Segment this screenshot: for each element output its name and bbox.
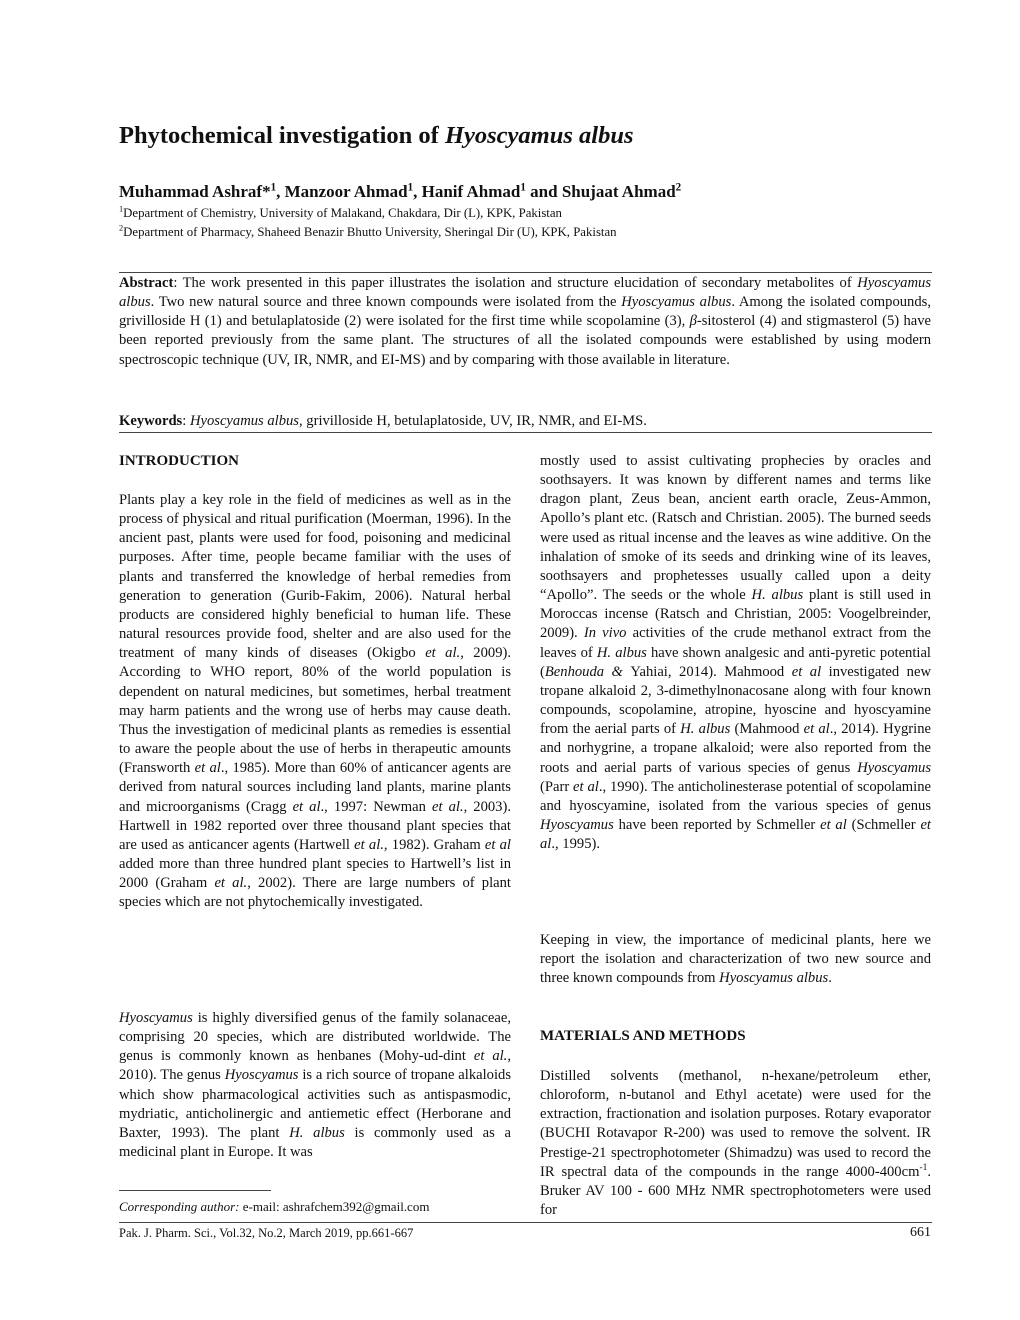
text-segment: : [182, 413, 190, 429]
text-segment: , 1982). Graham [383, 836, 485, 853]
text-segment: -sitosterol (4) and stigmasterol (5) have been reported previously from the same plant. The structures of all the isolated compounds were established by using modern spectroscopic technique (UV, IR, NMR, and EI-MS) and by comparing with those available in literature. [119, 313, 931, 368]
text-segment: H. albus [751, 587, 804, 604]
text-segment: (Schmeller [846, 816, 921, 833]
text-segment: H. albus [680, 721, 731, 738]
text-segment: ., 1995). [551, 836, 601, 853]
text-segment: Hyoscyamus albus [621, 294, 732, 311]
author-separator: , [413, 182, 422, 201]
text-segment: et al [292, 798, 321, 815]
text-segment: et al. [354, 836, 384, 853]
aff-text: Department of Pharmacy, Shaheed Benazir Bhutto University, Sheringal Dir (U), KPK, Pakistan [123, 225, 617, 239]
text-segment: -1 [919, 1162, 928, 1173]
text-segment: et al [820, 816, 847, 833]
intro-paragraph-2 [119, 1009, 511, 1162]
text-segment: Hyoscyamus albus [119, 275, 931, 311]
aff-sup: 2 [119, 223, 124, 233]
footnote-label: Corresponding author: [119, 1199, 240, 1214]
text-segment: added more than three hundred plant species to Hartwell’s list in 2000 (Graham [119, 855, 511, 892]
text-segment: plant is still used in Moroccas incense (Ratsch and Christian, 2005: Voogelbreinder, 2009). [540, 587, 932, 642]
author-separator: and [525, 182, 562, 201]
text-segment: have been reported by Schmeller [613, 816, 821, 833]
text-segment: . Two new natural source and three known compounds were isolated from the [150, 294, 622, 311]
text-segment: et al. [214, 875, 248, 892]
paper-title [119, 122, 633, 150]
text-segment: , grivilloside H, betulaplatoside, UV, IR, NMR, and EI-MS. [299, 413, 647, 429]
text-segment: . [828, 970, 832, 987]
text-segment: . Among the isolated compounds, grivilloside H (1) and betulaplatoside (2) were isolated for the first time while scopolamine (3), [119, 294, 931, 330]
footer-rule [119, 1222, 932, 1223]
text-segment: is commonly used as a medicinal plant in Europe. It was [119, 1124, 512, 1161]
text-segment: ., 1985). More than 60% of anticancer agents are derived from natural sources including land plants, marine plants and microorganisms (Cragg [119, 760, 511, 815]
affiliation-1 [119, 206, 562, 221]
footnote-rule [119, 1190, 271, 1191]
author-affiliation-mark: 1 [407, 181, 414, 194]
text-segment: et al [484, 836, 511, 853]
text-segment: have shown analgesic and anti-pyretic potential ( [540, 644, 931, 680]
text-segment: Hyoscyamus [540, 816, 614, 833]
text-segment: : The work presented in this paper illustrates the isolation and structure elucidation of secondary metabolites of [173, 275, 858, 291]
author-name: Shujaat Ahmad [561, 182, 676, 201]
text-segment: Keeping in view, the importance of medicinal plants, here we report the isolation and characterization of two new source and three known compounds from [540, 932, 931, 987]
author-affiliation-mark: 1 [270, 181, 277, 194]
text-segment: (Mahmood [730, 721, 804, 738]
intro-paragraph-4 [540, 931, 931, 988]
text-segment: is a rich source of tropane alkaloids which show pharmacological activities such as antispasmodic, mydriatic, anticholinergic and antiemetic effect (Herborane and Baxter, 1993). The plant [119, 1067, 511, 1141]
text-segment: et al [803, 721, 830, 738]
text-segment: , 2009). According to WHO report, 80% of the world population is dependent on natural medicines, but sometimes, herbal treatment may harm patients and the wrong use of herbs may cause death. Thus the investigation of medicinal plants as remedies is essential to aware the people about the use of herbs in therapeutic amounts (Fransworth [119, 645, 511, 777]
text-segment: In vivo [583, 625, 627, 642]
text-segment: Yahiai, 2014). Mahmood [630, 663, 792, 680]
text-segment: Hyoscyamus [119, 1010, 193, 1026]
corresponding-author-note [119, 1199, 429, 1215]
text-segment: ., 2014). Hygrine and norhygrine, a tropane alkaloid; were also reported from the roots and aerial parts of various species of genus [540, 721, 931, 776]
text-segment: H. albus [596, 644, 647, 661]
author-name: Muhammad Ashraf* [119, 182, 271, 201]
text-segment: et al [791, 663, 822, 680]
text-segment: Abstract [119, 275, 174, 291]
author-name: Manzoor Ahmad [284, 182, 408, 201]
text-segment: H. albus [289, 1124, 345, 1141]
footnote-email: e-mail: ashrafchem392@gmail.com [239, 1199, 430, 1214]
text-segment: Hyoscyamus albus [719, 970, 829, 987]
text-segment: mostly used to assist cultivating prophecies by oracles and soothsayers. It was known by different names and terms like dragon plant, Zeus bean, ancient earth oracle, Zeus-Ammon, Apollo’s plant etc. (Ratsch and Christian. 2005). The burned seeds were used as ritual incense and the leaves as wine additive. On the inhalation of smoke of its seeds and drinking wine of its leaves, soothsayers and prophetesses usually called upon a deity “Apollo”. The seeds or the whole [540, 453, 931, 604]
text-segment: investigated new tropane alkaloid 2, 3-dimethylnonacosane along with four known compounds, scopolamine, atropine, hyoscine and hyoscyamine from the aerial parts of [540, 663, 931, 738]
aff-text: Department of Chemistry, University of Malakand, Chakdara, Dir (L), KPK, Pakistan [123, 206, 562, 220]
text-segment: (Parr [540, 778, 574, 795]
author-list [119, 182, 681, 202]
text-segment: β [689, 313, 697, 330]
keywords [119, 412, 931, 431]
text-segment: 2010). The genus [119, 1067, 225, 1084]
author-affiliation-mark: 2 [675, 181, 682, 194]
text-segment: . Bruker AV 100 - 600 MHz NMR spectrophotometers were used for [540, 1163, 931, 1219]
author-affiliation-mark: 1 [520, 181, 526, 194]
text-segment: Keywords [119, 413, 183, 429]
text-segment: ., 1997: Newman [320, 798, 432, 815]
text-segment: et al. [425, 645, 461, 662]
heading-introduction: INTRODUCTION [119, 453, 240, 469]
intro-paragraph-3 [540, 452, 931, 854]
text-segment: Hyoscyamus [857, 759, 931, 776]
text-segment: Hyoscyamus albus [189, 413, 299, 429]
text-segment: activities of the crude methanol extract from the leaves of [540, 625, 931, 661]
text-segment: Plants play a key role in the field of medicines as well as in the process of physical and ritual purification (Moerman, 1996). In the ancient past, plants were used for food, poisoning and medicinal purposes. After time, people became familiar with the uses of plants and transferred the knowledge of herbal remedies from generation to generation (Gurib-Fakim, 2006). Natural herbal products are considered highly beneficial to human life. These natural resources provide food, shelter and are also used for the treatment of many kinds of diseases (Okigbo [119, 492, 511, 662]
text-segment: Benhouda & [544, 663, 631, 680]
abstract-top-rule [119, 272, 932, 273]
heading-materials-methods: MATERIALS AND METHODS [540, 1028, 746, 1044]
abstract-bottom-rule [119, 432, 932, 433]
intro-paragraph-1 [119, 491, 511, 912]
author-name: Hanif Ahmad [421, 182, 521, 201]
text-segment: et al., [473, 1048, 511, 1065]
text-segment: et al. [431, 798, 464, 815]
methods-paragraph-1 [540, 1067, 931, 1220]
abstract [119, 274, 931, 370]
footer-journal: Pak. J. Pharm. Sci., Vol.32, No.2, March 2019, pp.661-667 [119, 1226, 414, 1240]
author-separator: , [276, 182, 285, 201]
text-segment: et al [540, 816, 931, 853]
affiliation-2 [119, 225, 617, 240]
text-segment: et al [194, 760, 221, 777]
page-number: 661 [910, 1225, 931, 1240]
title-text: Phytochemical investigation of [119, 122, 445, 149]
text-segment: is highly diversified genus of the family solanaceae, comprising 20 species, which are distributed worldwide. The genus is commonly known as henbanes (Mohy-ud-dint [119, 1010, 511, 1065]
aff-sup: 1 [119, 204, 124, 214]
text-segment: ., 1990). The anticholinesterase potential of scopolamine and hyoscyamine, isolated from the various species of genus [540, 778, 931, 814]
text-segment: Hyoscyamus [224, 1067, 299, 1084]
title-species: Hyoscyamus albus [444, 122, 634, 149]
text-segment: Distilled solvents (methanol, n-hexane/petroleum ether, chloroform, n-butanol and Ethyl acetate) were used for the extraction, fractionation and isolation purposes. Rotary evaporator (BUCHI Rotavapor R-200) was used to remove the solvent. IR Prestige-21 spectrophotometer (Shimadzu) was used to record the IR spectral data of the compounds in the range 4000-400cm [540, 1068, 931, 1180]
text-segment: et al [573, 778, 599, 795]
text-segment: , 2002). There are large numbers of plant species which are not phytochemically investigated. [119, 875, 511, 911]
text-segment: , 2003). Hartwell in 1982 reported over three thousand plant species that are used as anticancer agents (Hartwell [119, 798, 511, 853]
